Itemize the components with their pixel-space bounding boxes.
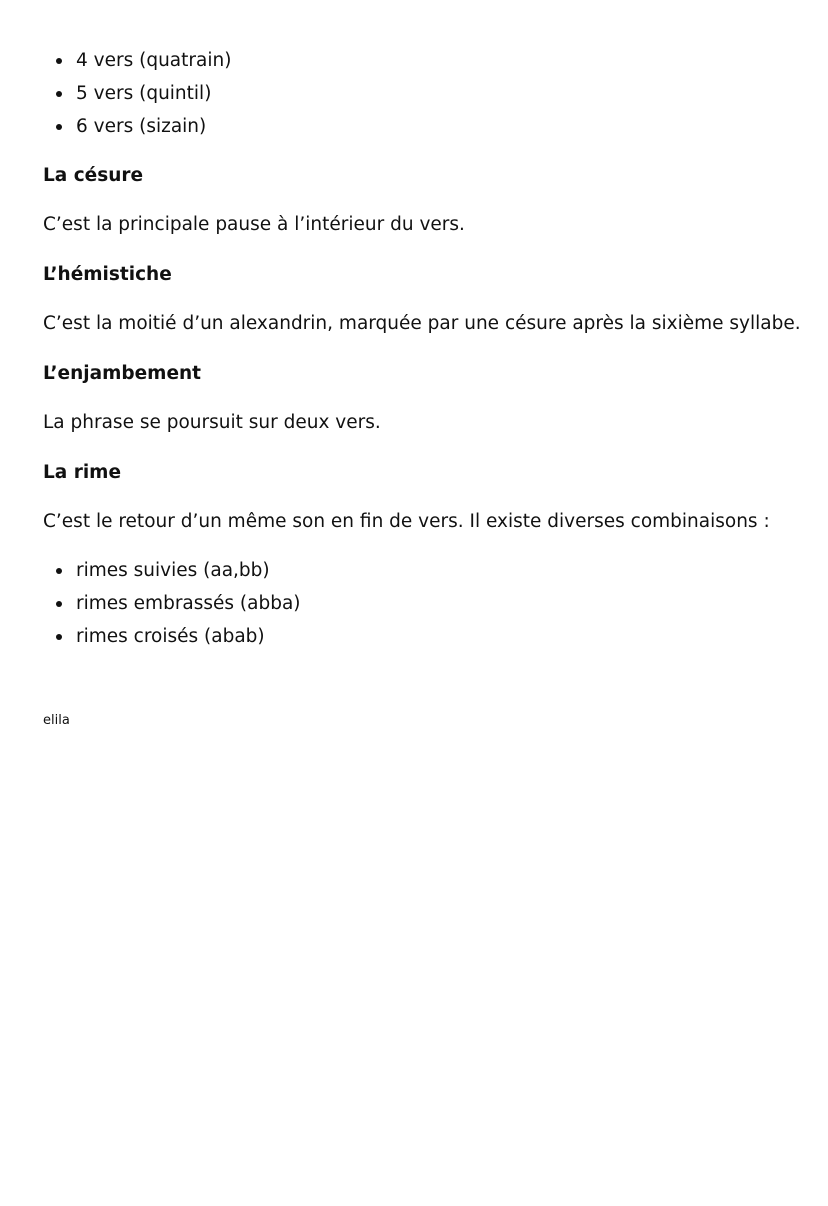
heading-rime: La rime [43, 462, 122, 483]
list-item [43, 44, 803, 77]
bullet-icon [56, 124, 62, 130]
list-item [43, 110, 803, 143]
bullet-icon [56, 601, 62, 607]
bullet-icon [56, 568, 62, 574]
list-item-text: 5 vers (quintil) [76, 83, 212, 104]
bullet-icon [56, 58, 62, 64]
document-page [43, 44, 803, 653]
bullet-icon [56, 634, 62, 640]
paragraph-enjambement: La phrase se poursuit sur deux vers. [43, 412, 381, 433]
list-item [43, 554, 803, 587]
list-item-text: 4 vers (quatrain) [76, 50, 232, 71]
heading-enjambement: L’enjambement [43, 363, 202, 384]
list-item [43, 77, 803, 110]
author-name: elila [43, 713, 70, 728]
paragraph-cesure: C’est la principale pause à l’intérieur du vers. [43, 214, 465, 235]
heading-hemistiche: L’hémistiche [43, 264, 172, 285]
list-item-text: 6 vers (sizain) [76, 116, 207, 137]
paragraph-hemistiche: C’est la moitié d’un alexandrin, marquée par une césure après la sixième syllabe. [43, 313, 801, 334]
stanza-types-list [43, 44, 803, 143]
bullet-icon [56, 91, 62, 97]
rhyme-types-list [43, 554, 803, 653]
list-item-text: rimes croisés (abab) [76, 626, 265, 647]
heading-cesure: La césure [43, 165, 144, 186]
list-item-text: rimes suivies (aa,bb) [76, 560, 270, 581]
list-item [43, 620, 803, 653]
list-item [43, 587, 803, 620]
paragraph-rime: C’est le retour d’un même son en fin de vers. Il existe diverses combinaisons : [43, 511, 770, 532]
list-item-text: rimes embrassés (abba) [76, 593, 301, 614]
